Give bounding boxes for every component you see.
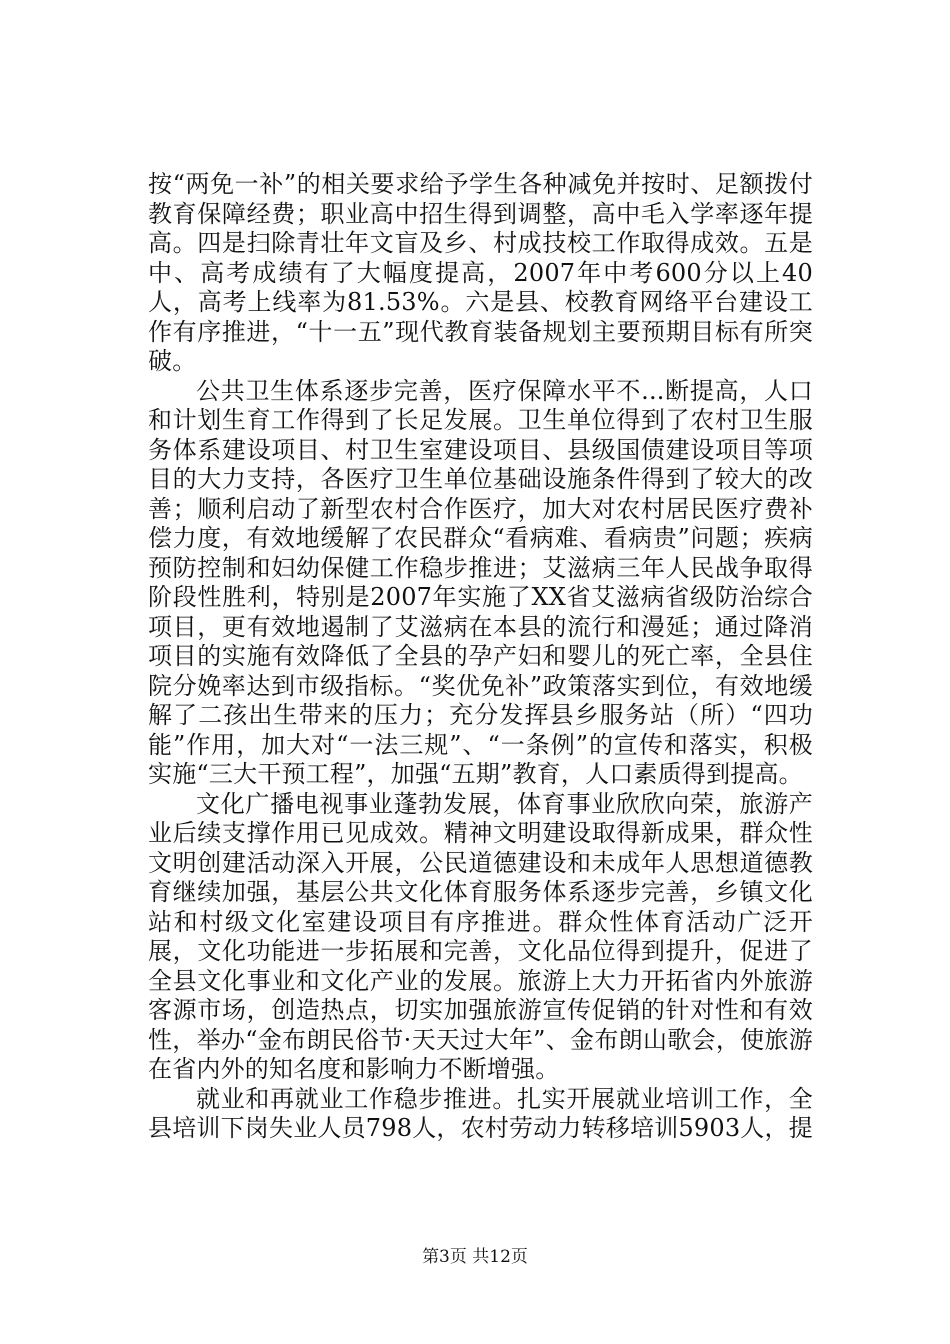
paragraph-culture-tourism: 文化广播电视事业蓬勃发展，体育事业欣欣向荣，旅游产业后续支撑作用已见成效。精神文明建设取得新成果，群众性文明创建活动深入开展，公民道德建设和未成年人思想道德教育继续加强，基层公共文化体育服务体系逐步完善，乡镇文化站和村级文化室建设项目有序推进。群众性体育活动广泛开展，文化功能进一步拓展和完善，文化品位得到提升，促进了全县文化事业和文化产业的发展。旅游上大力开拓省内外旅游客源市场，创造热点，切实加强旅游宣传促销的针对性和有效性，举办“金布朗民俗节·天天过大年”、金布朗山歌会，使旅游在省内外的知名度和影响力不断增强。 (148, 789, 813, 1083)
paragraph-employment: 就业和再就业工作稳步推进。扎实开展就业培训工作，全县培训下岗失业人员798人，农村劳动力转移培训5903人，提 (148, 1084, 813, 1142)
paragraph-public-health: 公共卫生体系逐步完善，医疗保障水平不...断提高，人口和计划生育工作得到了长足发展。卫生单位得到了农村卫生服务体系建设项目、村卫生室建设项目、县级国债建设项目等项目的大力支持，各医疗卫生单位基础设施条件得到了较大的改善；顺利启动了新型农村合作医疗，加大对农村居民医疗费补偿力度，有效地缓解了农民群众“看病难、看病贵”问题；疾病预防控制和妇幼保健工作稳步推进；艾滋病三年人民战争取得阶段性胜利，特别是2007年实施了XX省艾滋病省级防治综合项目，更有效地遏制了艾滋病在本县的流行和漫延；通过降消项目的实施有效降低了全县的孕产妇和婴儿的死亡率，全县住院分娩率达到市级指标。“奖优免补”政策落实到位，有效地缓解了二孩出生带来的压力；充分发挥县乡服务站（所）“四功能”作用，加大对“一法三规”、“一条例”的宣传和落实，积极实施“三大干预工程”，加强“五期”教育，人口素质得到提高。 (148, 376, 813, 788)
document-body (148, 170, 813, 1144)
paragraph-education: 按“两免一补”的相关要求给予学生各种减免并按时、足额拨付教育保障经费；职业高中招生得到调整，高中毛入学率逐年提高。四是扫除青壮年文盲及乡、村成技校工作取得成效。五是中、高考成绩有了大幅度提高，2007年中考600分以上40人，高考上线率为81.53%。六是县、校教育网络平台建设工作有序推进，“十一五”现代教育装备规划主要预期目标有所突破。 (148, 170, 813, 375)
page-number-footer: 第3页 共12页 (422, 1247, 528, 1267)
